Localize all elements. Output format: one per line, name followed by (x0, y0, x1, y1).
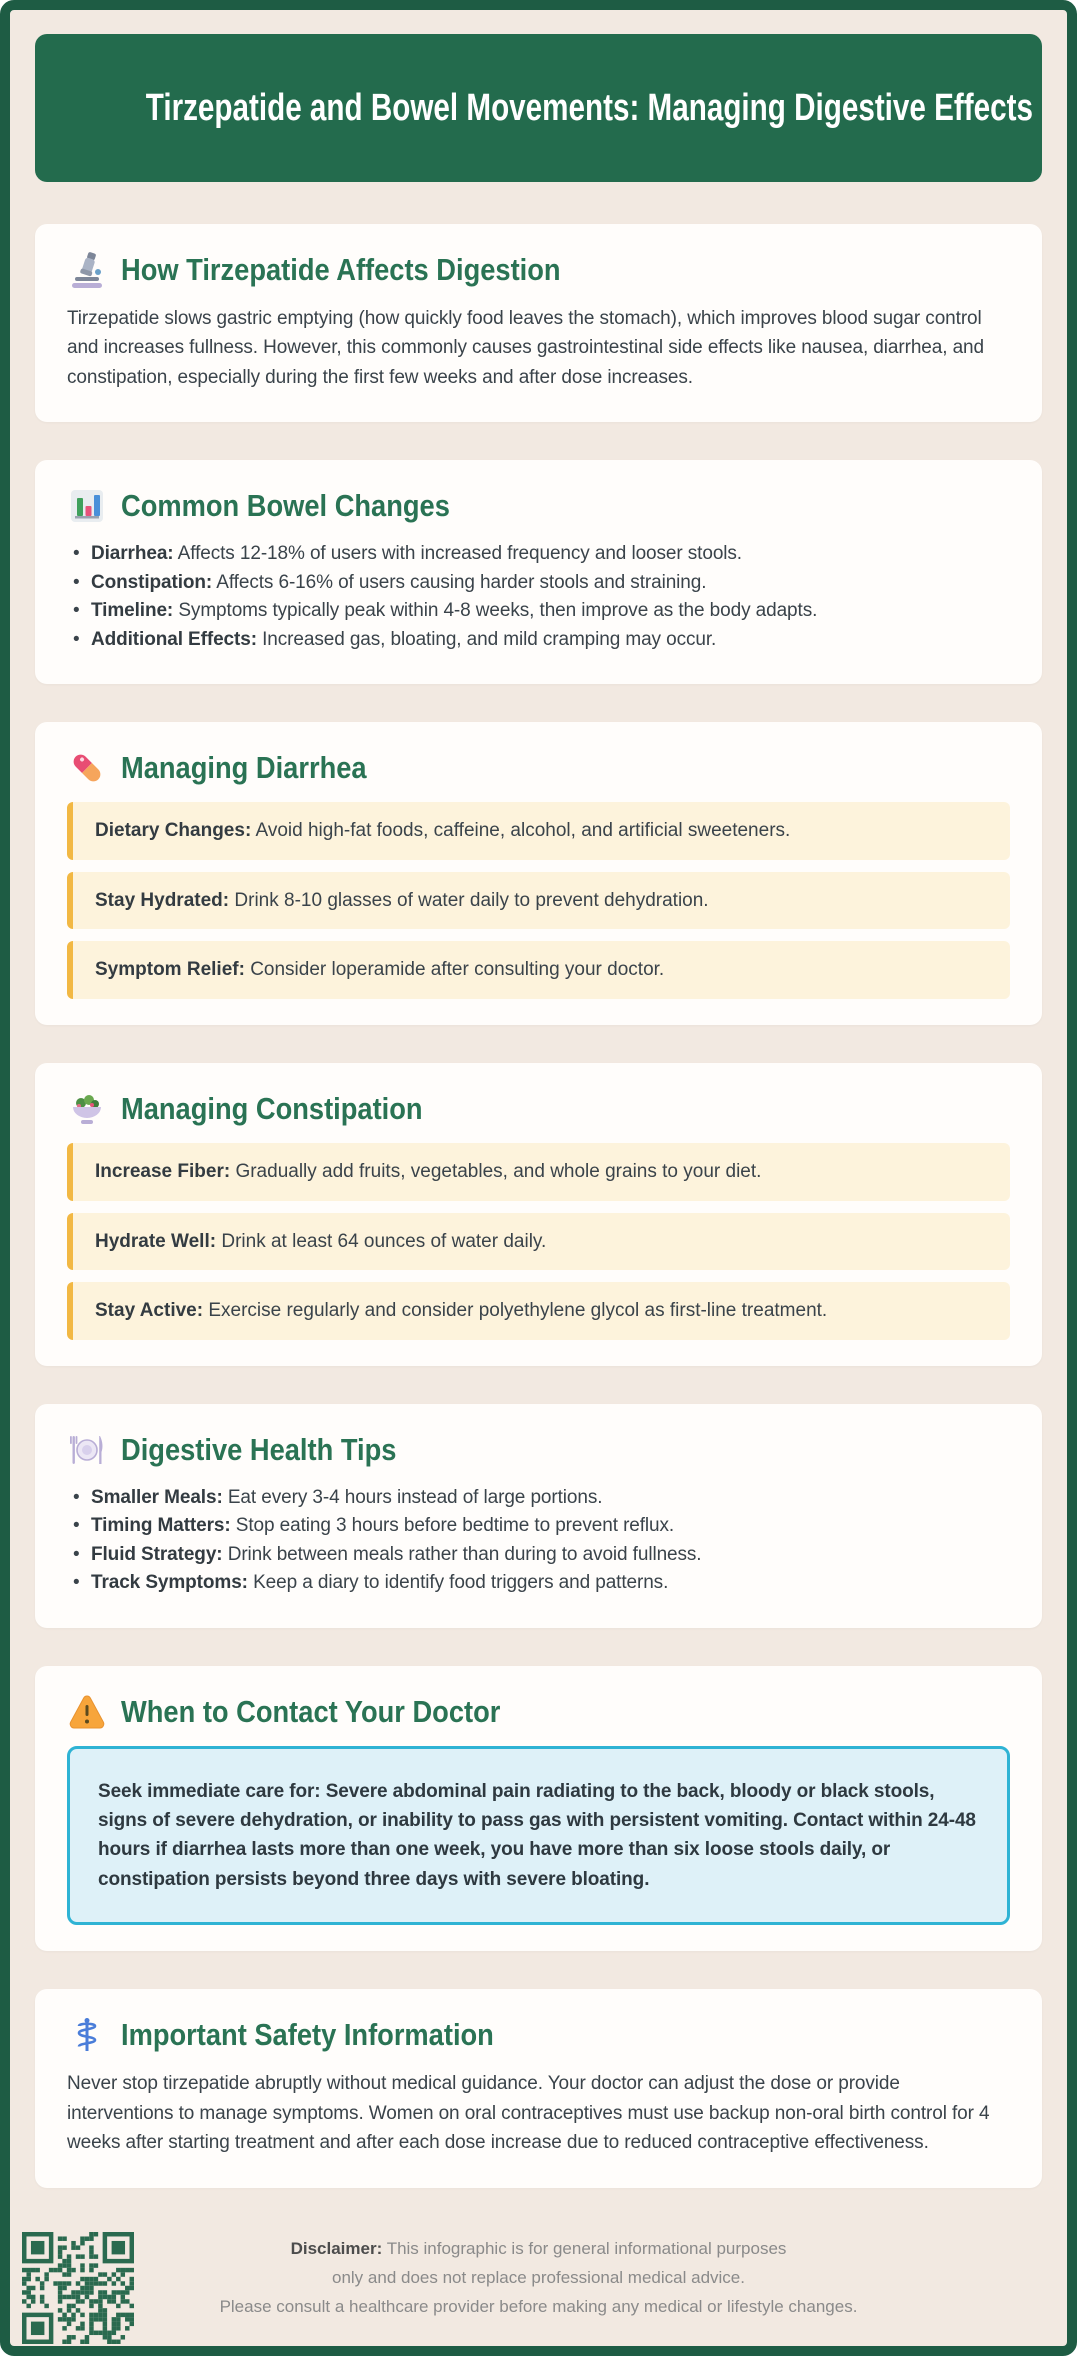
disclaimer-line: only and does not replace professional medical advice. (332, 2268, 745, 2288)
section-managing-diarrhea (35, 722, 1042, 1025)
page-title: Tirzepatide and Bowel Movements: Managing Digestive Effects (145, 86, 1033, 129)
section-title: Important Safety Information (121, 2017, 494, 2053)
tip-box (67, 802, 1010, 860)
list-item: • Timing Matters: Stop eating 3 hours before bedtime to prevent reflux. (91, 1512, 1010, 1541)
section-digestive-health-tips (35, 1404, 1042, 1628)
microscope-icon (67, 250, 107, 290)
tip-box (67, 941, 1010, 999)
alert-text: Seek immediate care for: Severe abdominal pain radiating to the back, bloody or black stools, signs of severe dehydration, or inability to pass gas with persistent vomiting. Contact within 24-48 hours if diarrhea lasts more than one week, you have more than six loose stools daily, or constipation persists beyond three days with severe bloating. (98, 1780, 976, 1890)
section-heading-row (67, 486, 1010, 526)
tip-text: Hydrate Well: Drink at least 64 ounces of water daily. (95, 1230, 547, 1252)
section-title: Managing Constipation (121, 1090, 423, 1126)
tip-box (67, 872, 1010, 930)
section-heading-row (67, 1692, 1010, 1732)
list-item: • Fluid Strategy: Drink between meals rather than during to avoid fullness. (91, 1541, 1010, 1570)
section-title: Common Bowel Changes (121, 488, 450, 524)
disclaimer-line: Disclaimer: This infographic is for general informational purposes (290, 2239, 787, 2258)
section-heading-row (67, 748, 1010, 788)
bullet-list (67, 1484, 1010, 1598)
section-managing-constipation (35, 1063, 1042, 1366)
list-item: • Smaller Meals: Eat every 3-4 hours instead of large portions. (91, 1484, 1010, 1513)
tip-text: Dietary Changes: Avoid high-fat foods, caffeine, alcohol, and artificial sweeteners. (95, 820, 791, 842)
tip-text: Stay Hydrated: Drink 8-10 glasses of water daily to prevent dehydration. (95, 889, 709, 911)
section-paragraph: Never stop tirzepatide abruptly without medical guidance. Your doctor can adjust the dose or provide interventions to manage symptoms. Women on oral contraceptives must use backup non-oral birth control for 4 weeks after starting treatment and after each dose increase due to reduced contraceptive effectiveness. (67, 2073, 990, 2154)
bullet-list (67, 540, 1010, 654)
list-item: • Track Symptoms: Keep a diary to identify food triggers and patterns. (91, 1569, 1010, 1598)
section-how-tirzepatide-affects-digestion (35, 224, 1042, 422)
section-heading-row (67, 2015, 1010, 2055)
section-heading-row (67, 1089, 1010, 1129)
disclaimer-line: Please consult a healthcare provider before making any medical or lifestyle changes. (219, 2297, 858, 2317)
section-title: How Tirzepatide Affects Digestion (121, 252, 561, 287)
section-when-to-contact-your-doctor (35, 1666, 1042, 1952)
section-heading-row (67, 250, 1010, 290)
section-important-safety-information (35, 1989, 1042, 2187)
section-paragraph: Tirzepatide slows gastric emptying (how quickly food leaves the stomach), which improves blood sugar control and increases fullness. However, this commonly causes gastrointestinal side effects like nausea, diarrhea, and constipation, especially during the first few weeks and after dose increases. (67, 308, 984, 388)
list-item: • Diarrhea: Affects 12-18% of users with increased frequency and looser stools. (91, 540, 1010, 569)
section-title: Managing Diarrhea (121, 750, 367, 786)
section-heading-row (67, 1430, 1010, 1470)
footer (10, 2218, 1067, 2346)
bar-chart-icon (67, 486, 107, 526)
section-common-bowel-changes (35, 460, 1042, 684)
salad-icon (67, 1089, 107, 1129)
list-item: • Timeline: Symptoms typically peak within 4-8 weeks, then improve as the body adapts. (91, 597, 1010, 626)
tip-text: Stay Active: Exercise regularly and consider polyethylene glycol as first-line treatment. (95, 1300, 828, 1322)
tip-box (67, 1282, 1010, 1340)
disclaimer (10, 2234, 1067, 2322)
list-item: • Additional Effects: Increased gas, bloating, and mild cramping may occur. (91, 626, 1010, 655)
section-title: Digestive Health Tips (121, 1431, 397, 1467)
warning-icon (67, 1692, 107, 1732)
header-banner (35, 34, 1042, 182)
fork-knife-plate-icon (67, 1430, 107, 1470)
medical-symbol-icon (67, 2015, 107, 2055)
section-title: When to Contact Your Doctor (121, 1693, 501, 1729)
tip-text: Symptom Relief: Consider loperamide after consulting your doctor. (95, 959, 665, 981)
list-item: • Constipation: Affects 6-16% of users causing harder stools and straining. (91, 569, 1010, 598)
pill-icon (67, 748, 107, 788)
tip-box (67, 1213, 1010, 1271)
tip-text: Increase Fiber: Gradually add fruits, vegetables, and whole grains to your diet. (95, 1160, 762, 1182)
alert-box (67, 1746, 1010, 1926)
tip-box (67, 1143, 1010, 1201)
